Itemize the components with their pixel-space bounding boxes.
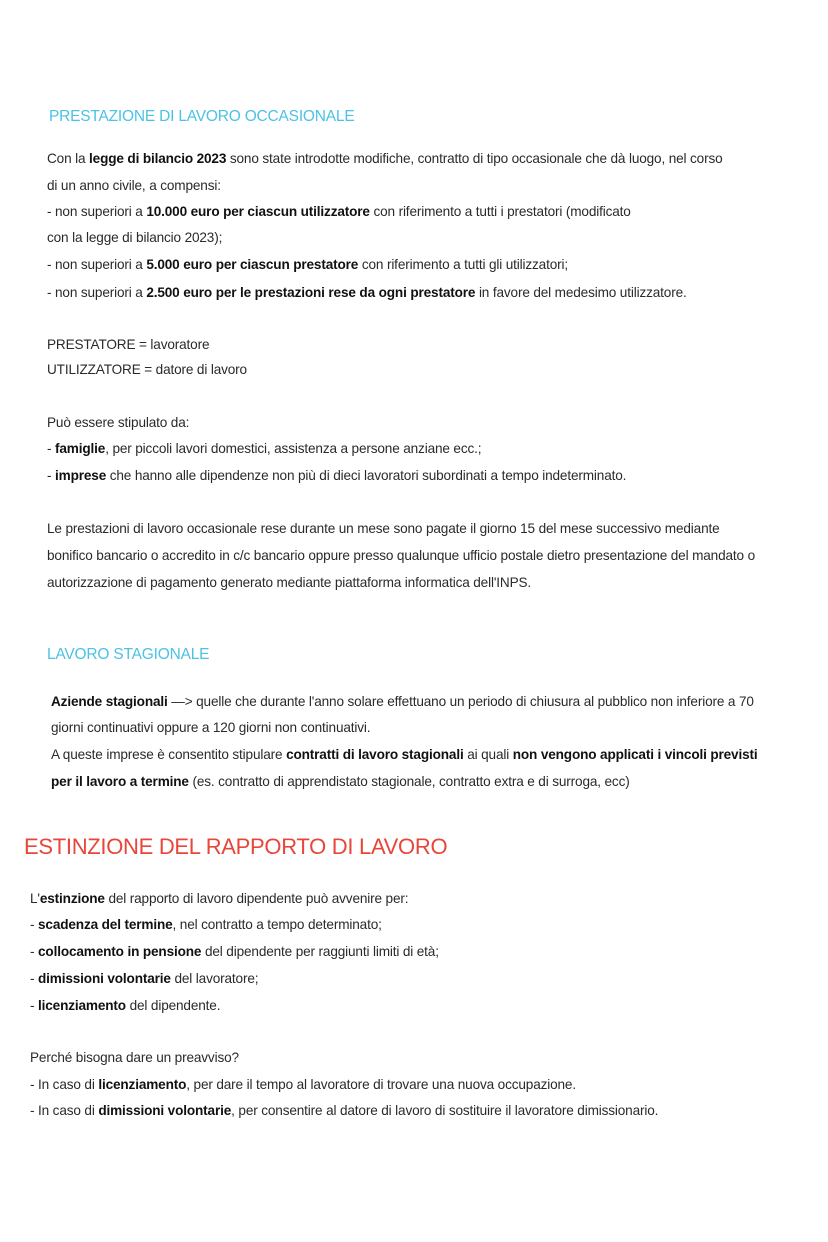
bold-text: famiglie — [55, 441, 106, 456]
text-line — [47, 520, 720, 538]
text-segment: , nel contratto a tempo determinato; — [172, 917, 382, 932]
text-segment: - non superiori a — [47, 204, 147, 219]
text-line — [47, 414, 189, 432]
text-segment: autorizzazione di pagamento generato mediante piattaforma informatica dell'INPS. — [47, 575, 532, 590]
section-heading-seasonal-work: LAVORO STAGIONALE — [47, 646, 210, 663]
text-segment: - — [30, 971, 39, 986]
text-segment: - — [47, 441, 56, 456]
text-segment: , per piccoli lavori domestici, assistenza a persone anziane ecc.; — [105, 441, 482, 456]
text-line — [30, 890, 408, 908]
text-segment: - non superiori a — [47, 285, 147, 300]
text-segment: L' — [30, 891, 40, 906]
text-segment: di un anno civile, a compensi: — [47, 178, 221, 193]
bold-text: contratti di lavoro stagionali — [286, 747, 464, 762]
list-item — [47, 203, 631, 221]
text-segment: - In caso di — [30, 1077, 99, 1092]
text-line — [47, 150, 723, 168]
bold-text: dimissioni volontarie — [98, 1103, 232, 1118]
bold-text: imprese — [55, 468, 107, 483]
text-segment: sono state introdotte modifiche, contratto di tipo occasionale che dà luogo, nel corso — [226, 151, 723, 166]
text-segment: del rapporto di lavoro dipendente può avvenire per: — [104, 891, 409, 906]
text-segment: UTILIZZATORE = datore di lavoro — [47, 362, 247, 377]
text-segment: , per dare il tempo al lavoratore di trovare una nuova occupazione. — [186, 1077, 576, 1092]
text-segment: con riferimento a tutti gli utilizzatori; — [358, 257, 568, 272]
text-segment: del dipendente per raggiunti limiti di età; — [201, 944, 439, 959]
list-item — [30, 1076, 576, 1094]
bold-text: dimissioni volontarie — [38, 971, 171, 986]
list-item — [30, 997, 220, 1015]
text-line — [47, 177, 221, 195]
text-line — [47, 547, 755, 565]
text-segment: che hanno alle dipendenze non più di dieci lavoratori subordinati a tempo indeterminato. — [106, 468, 627, 483]
bold-text: per il lavoro a termine — [51, 774, 189, 789]
question-line — [30, 1049, 239, 1067]
text-segment: del dipendente. — [125, 998, 221, 1013]
list-item — [30, 916, 382, 934]
text-segment: , per consentire al datore di lavoro di sostituire il lavoratore dimissionario. — [231, 1103, 659, 1118]
text-segment: Può essere stipulato da: — [47, 415, 190, 430]
text-segment: con la legge di bilancio 2023); — [47, 230, 223, 245]
section-heading-termination: ESTINZIONE DEL RAPPORTO DI LAVORO — [24, 834, 448, 859]
text-segment: - — [47, 468, 56, 483]
text-line — [47, 229, 222, 247]
bold-text: 2.500 euro per le prestazioni rese da ogni prestatore — [146, 285, 476, 300]
list-item — [47, 467, 626, 485]
bold-text: legge di bilancio 2023 — [89, 151, 227, 166]
list-item — [47, 440, 481, 458]
text-segment: ai quali — [463, 747, 513, 762]
bold-text: estinzione — [39, 891, 105, 906]
text-segment: in favore del medesimo utilizzatore. — [475, 285, 687, 300]
text-segment: bonifico bancario o accredito in c/c bancario oppure presso qualunque ufficio postale dietro presentazione del mandato o — [47, 548, 755, 563]
section-heading-occasional-work: PRESTAZIONE DI LAVORO OCCASIONALE — [49, 108, 355, 125]
list-item — [30, 1102, 658, 1120]
text-segment: (es. contratto di apprendistato stagionale, contratto extra e di surroga, ecc) — [188, 774, 630, 789]
text-segment: - — [30, 998, 39, 1013]
text-segment: —> quelle che durante l'anno solare effettuano un periodo di chiusura al pubblico non inferiore a 70 — [167, 694, 754, 709]
text-segment: A queste imprese è consentito stipulare — [51, 747, 287, 762]
bold-text: Aziende stagionali — [51, 694, 168, 709]
text-line — [51, 693, 754, 711]
bold-text: licenziamento — [98, 1077, 187, 1092]
text-segment: Le prestazioni di lavoro occasionale rese durante un mese sono pagate il giorno 15 del mese successivo mediante — [47, 521, 720, 536]
text-segment: - — [30, 944, 39, 959]
list-item — [47, 256, 568, 274]
definition-line — [47, 361, 247, 379]
text-segment: del lavoratore; — [170, 971, 259, 986]
text-segment: - non superiori a — [47, 257, 147, 272]
bold-text: 5.000 euro per ciascun prestatore — [146, 257, 359, 272]
text-segment: - — [30, 917, 39, 932]
definition-line — [47, 336, 209, 354]
text-line — [47, 574, 531, 592]
bold-text: non vengono applicati i vincoli previsti — [512, 747, 758, 762]
list-item — [30, 970, 258, 988]
text-segment: Perché bisogna dare un preavviso? — [30, 1050, 239, 1065]
list-item — [30, 943, 439, 961]
bold-text: scadenza del termine — [38, 917, 173, 932]
text-segment: - In caso di — [30, 1103, 99, 1118]
list-item — [47, 284, 687, 302]
text-line — [51, 746, 758, 764]
text-line — [51, 719, 370, 737]
text-segment: Con la — [47, 151, 90, 166]
bold-text: 10.000 euro per ciascun utilizzatore — [146, 204, 370, 219]
text-line — [51, 773, 630, 791]
text-segment: PRESTATORE = lavoratore — [47, 337, 210, 352]
text-segment: con riferimento a tutti i prestatori (modificato — [369, 204, 631, 219]
bold-text: collocamento in pensione — [38, 944, 202, 959]
text-segment: giorni continuativi oppure a 120 giorni non continuativi. — [51, 720, 371, 735]
bold-text: licenziamento — [38, 998, 126, 1013]
